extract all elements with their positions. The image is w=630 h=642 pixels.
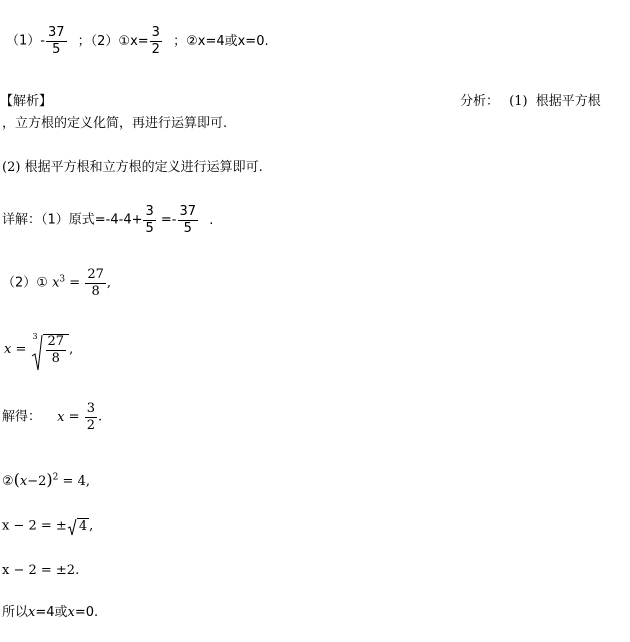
fraction <box>178 205 199 235</box>
step-result: x − 2 = ±2. <box>2 563 80 578</box>
step-plus-minus-root <box>2 518 93 534</box>
detail-end: . <box>209 212 214 228</box>
numerator: 27 <box>87 267 104 282</box>
lhs: x − 2 = ± <box>2 518 67 534</box>
detail-label: 详解：（1）原式=-4-4+ <box>2 212 143 228</box>
radical-sign <box>67 518 77 534</box>
step-prefix: （2）① <box>2 275 48 291</box>
square-root <box>67 518 89 534</box>
analysis-part2 <box>2 156 263 175</box>
lhs-variable: x <box>4 342 12 358</box>
root-index: 3 <box>32 332 38 341</box>
analysis-continuation: ，立方根的定义化简，再进行运算即可. <box>2 116 228 131</box>
end-punct: , <box>69 342 74 358</box>
step-cube-equation <box>2 268 111 298</box>
equals: = <box>69 275 81 291</box>
denominator: 8 <box>91 283 100 299</box>
answer-line <box>6 26 269 56</box>
exponent: 3 <box>59 274 66 285</box>
radical-sign <box>31 334 43 365</box>
analysis-intro-number: (1) <box>509 94 528 109</box>
end-punct: , <box>106 275 112 291</box>
analysis-intro <box>460 90 601 109</box>
cube-root <box>31 334 70 365</box>
left-paren: ( <box>13 470 20 489</box>
end-punct: . <box>97 409 103 425</box>
answer-part2: ；（2）①x= <box>77 33 149 49</box>
variable: x <box>52 275 60 291</box>
analysis-part2-text: 根据平方根和立方根的定义进行运算即可. <box>24 160 263 175</box>
lhs-variable: x <box>57 409 65 425</box>
rhs: = 4, <box>62 474 90 489</box>
numerator: 3 <box>86 401 95 416</box>
solution-label: 解得： <box>2 409 42 425</box>
numerator: 27 <box>47 334 65 349</box>
detail-line <box>2 205 213 235</box>
step-cube-root <box>4 334 73 365</box>
exponent: 2 <box>52 472 59 483</box>
end-punct: , <box>89 518 94 534</box>
conclusion-prefix: 所以 <box>2 605 29 620</box>
numerator: 3 <box>151 25 160 40</box>
analysis-intro-text: 根据平方根 <box>535 94 601 109</box>
right-paren: ) <box>46 470 53 489</box>
numerator: 37 <box>179 204 197 219</box>
fraction <box>150 26 162 56</box>
variable: x <box>28 605 36 620</box>
radicand: 4 <box>78 519 88 534</box>
numerator: 37 <box>47 25 65 40</box>
answer-part1: （1）- <box>6 33 45 49</box>
step-square-equation <box>2 470 90 489</box>
fraction <box>85 268 106 298</box>
denominator: 2 <box>151 41 160 57</box>
denominator: 5 <box>183 220 192 236</box>
fraction <box>143 205 155 235</box>
denominator: 2 <box>86 417 95 433</box>
analysis-intro-label: 分析： <box>460 94 500 109</box>
denominator: 5 <box>52 41 61 57</box>
step-solution <box>2 402 102 432</box>
analysis-heading: 【解析】 <box>0 94 53 109</box>
equals: = <box>68 409 80 425</box>
fraction <box>46 335 67 365</box>
detail-equals: =- <box>160 212 177 228</box>
fraction <box>46 26 67 56</box>
conclusion-value1: =4或 <box>35 605 68 620</box>
circled-number: ② <box>2 474 14 489</box>
answer-part3: ；②x=4或x=0. <box>173 33 269 49</box>
equals: = <box>15 342 27 358</box>
variable: x <box>67 605 75 620</box>
minus-term: −2 <box>27 474 47 489</box>
fraction <box>85 402 97 432</box>
conclusion-value2: =0. <box>74 605 99 620</box>
numerator: 3 <box>145 204 154 219</box>
conclusion <box>2 601 98 620</box>
analysis-part2-number: (2) <box>2 160 21 175</box>
variable: x <box>19 474 28 489</box>
denominator: 5 <box>145 220 154 236</box>
denominator: 8 <box>51 350 60 366</box>
